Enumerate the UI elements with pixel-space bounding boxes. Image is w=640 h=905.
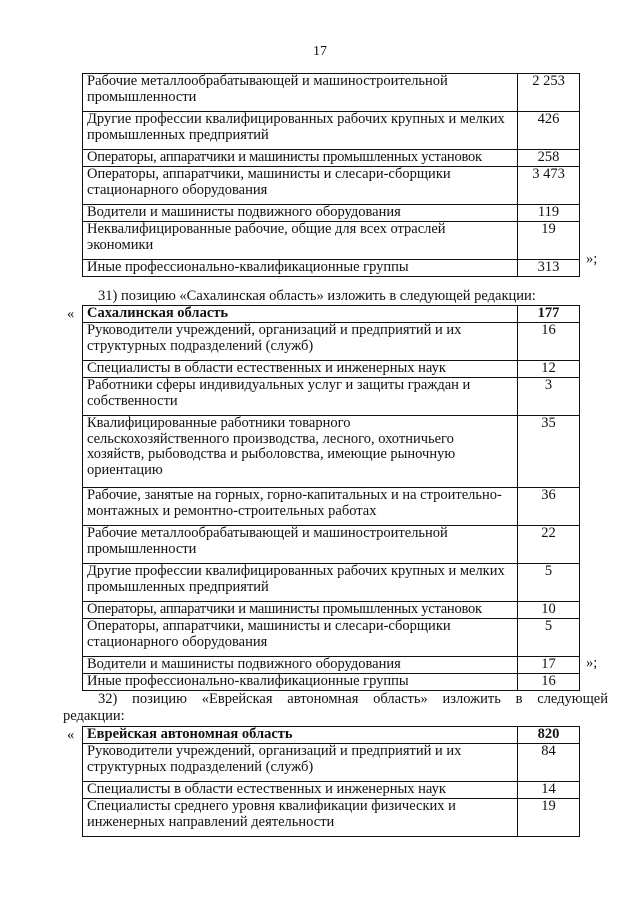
table-row <box>83 361 580 378</box>
row-value: 10 <box>518 602 580 619</box>
row-label: Специалисты в области естественных и инженерных наук <box>83 361 518 378</box>
table-row <box>83 112 580 150</box>
table-jewish-ao <box>82 726 580 837</box>
table-row <box>83 564 580 602</box>
row-value: 313 <box>518 260 580 277</box>
row-label: Иные профессионально-квалификационные группы <box>83 260 518 277</box>
row-value: 12 <box>518 361 580 378</box>
row-label: Операторы, аппаратчики, машинисты и слесари-сборщики стационарного оборудования <box>83 619 518 657</box>
table-row <box>83 799 580 837</box>
table-row <box>83 150 580 167</box>
row-label: Руководители учреждений, организаций и предприятий и их структурных подразделений (служб) <box>83 744 518 782</box>
item-32-text-line2: редакции: <box>63 708 125 724</box>
row-label: Работники сферы индивидуальных услуг и защиты граждан и собственности <box>83 378 518 416</box>
row-value: 16 <box>518 323 580 361</box>
table-row <box>83 674 580 691</box>
closing-quote: »; <box>586 251 598 267</box>
row-label: Другие профессии квалифицированных рабочих крупных и мелких промышленных предприятий <box>83 564 518 602</box>
table-sakhalin <box>82 305 580 691</box>
row-value: 22 <box>518 526 580 564</box>
table-continuation <box>82 73 580 277</box>
table-row <box>83 782 580 799</box>
row-value: 19 <box>518 799 580 837</box>
row-label: Водители и машинисты подвижного оборудования <box>83 205 518 222</box>
opening-quote: « <box>67 727 75 743</box>
table-row <box>83 416 580 488</box>
row-label: Специалисты в области естественных и инженерных наук <box>83 782 518 799</box>
table-row <box>83 260 580 277</box>
row-label: Операторы, аппаратчики, машинисты и слесари-сборщики стационарного оборудования <box>83 167 518 205</box>
row-value: 2 253 <box>518 74 580 112</box>
row-label: Квалифицированные работники товарного сельскохозяйственного производства, лесного, охотничьего хозяйств, рыбоводства и рыболовства, имеющие рыночную ориентацию <box>83 416 518 488</box>
table-row <box>83 222 580 260</box>
table-row <box>83 657 580 674</box>
row-label: Водители и машинисты подвижного оборудования <box>83 657 518 674</box>
table-row <box>83 602 580 619</box>
table-row <box>83 167 580 205</box>
row-label: Рабочие металлообрабатывающей и машиностроительной промышленности <box>83 526 518 564</box>
row-value: 16 <box>518 674 580 691</box>
table-row <box>83 488 580 526</box>
table-row <box>83 619 580 657</box>
row-value: 3 <box>518 378 580 416</box>
region-name: Еврейская автономная область <box>83 727 518 744</box>
table-header-row <box>83 727 580 744</box>
table-row <box>83 205 580 222</box>
table-row <box>83 323 580 361</box>
row-label: Рабочие металлообрабатывающей и машиностроительной промышленности <box>83 74 518 112</box>
row-value: 258 <box>518 150 580 167</box>
row-label: Иные профессионально-квалификационные группы <box>83 674 518 691</box>
table-row <box>83 74 580 112</box>
table-row <box>83 526 580 564</box>
row-label: Операторы, аппаратчики и машинисты промышленных установок <box>83 150 518 167</box>
row-value: 36 <box>518 488 580 526</box>
table-row <box>83 744 580 782</box>
row-value: 3 473 <box>518 167 580 205</box>
row-value: 426 <box>518 112 580 150</box>
row-value: 5 <box>518 619 580 657</box>
closing-quote: »; <box>586 655 598 671</box>
region-total: 177 <box>518 306 580 323</box>
region-name: Сахалинская область <box>83 306 518 323</box>
item-32-text-line1: 32) позицию «Еврейская автономная область» изложить в следующей <box>98 691 608 707</box>
table-row <box>83 378 580 416</box>
row-label: Другие профессии квалифицированных рабочих крупных и мелких промышленных предприятий <box>83 112 518 150</box>
item-31-text: 31) позицию «Сахалинская область» изложить в следующей редакции: <box>98 288 536 304</box>
row-label: Руководители учреждений, организаций и предприятий и их структурных подразделений (служб) <box>83 323 518 361</box>
row-value: 17 <box>518 657 580 674</box>
row-value: 119 <box>518 205 580 222</box>
row-label: Рабочие, занятые на горных, горно-капитальных и на строительно-монтажных и ремонтно-строительных работах <box>83 488 518 526</box>
row-label: Неквалифицированные рабочие, общие для всех отраслей экономики <box>83 222 518 260</box>
opening-quote: « <box>67 306 75 322</box>
row-value: 5 <box>518 564 580 602</box>
row-label: Специалисты среднего уровня квалификации физических и инженерных направлений деятельности <box>83 799 518 837</box>
row-value: 19 <box>518 222 580 260</box>
page-number: 17 <box>313 44 327 59</box>
row-value: 14 <box>518 782 580 799</box>
row-value: 35 <box>518 416 580 488</box>
region-total: 820 <box>518 727 580 744</box>
row-value: 84 <box>518 744 580 782</box>
table-header-row <box>83 306 580 323</box>
row-label: Операторы, аппаратчики и машинисты промышленных установок <box>83 602 518 619</box>
